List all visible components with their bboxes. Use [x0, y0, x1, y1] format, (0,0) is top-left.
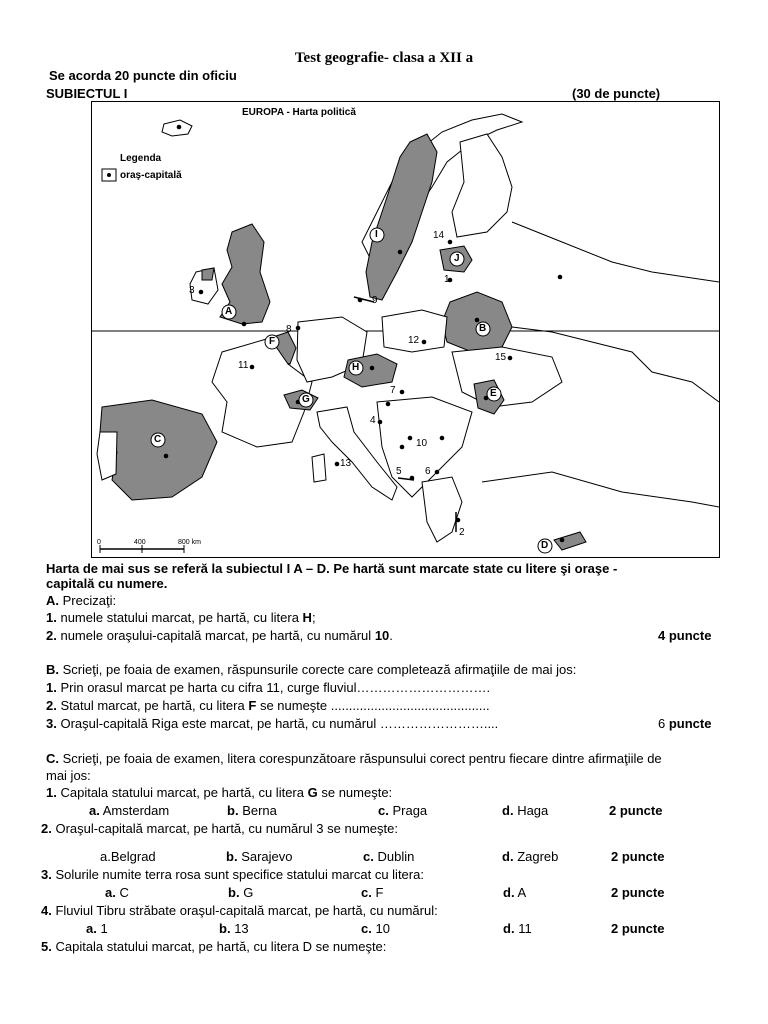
portugal-shape [97, 432, 117, 480]
section-b-q1: 1. Prin orasul marcat pe harta cu cifra 11, curge fluviul…………………………. [46, 680, 491, 695]
intro-paragraph [46, 561, 718, 591]
section-b-points: 6 puncte [658, 716, 712, 731]
c3-option-b: b. G [228, 885, 254, 900]
state-label-B: B [479, 323, 487, 334]
page-title: Test geografie- clasa a XII a [294, 50, 474, 66]
city-label-13: 13 [340, 458, 352, 469]
city-label-2: 2 [459, 527, 465, 538]
c3-points: 2 puncte [611, 885, 665, 900]
city-label-10: 10 [416, 438, 428, 449]
section-a-q2: 2. numele oraşului-capitală marcat, pe hartă, cu numărul 10. [46, 628, 393, 643]
city-label-5: 5 [396, 466, 402, 477]
section-c-prompt: C. Scrieţi, pe foaia de examen, litera corespunzătoare răspunsului corect pentru fiecare dintre afirmaţiile de mai jos: [46, 751, 662, 783]
scale-label-400: 400 [134, 539, 146, 546]
state-label-G: G [302, 394, 310, 405]
c1-points: 2 puncte [609, 803, 663, 818]
greece-shape [422, 477, 462, 542]
europe-political-map [91, 101, 720, 558]
city-label-8: 8 [286, 324, 292, 335]
c3-option-d: d. A [503, 885, 527, 900]
state-label-I: I [375, 229, 378, 240]
c1-option-c: c. Praga [378, 803, 428, 818]
finland-shape [452, 134, 512, 237]
city-label-15: 15 [495, 352, 507, 363]
state-label-F: F [269, 336, 276, 347]
city-label-1: 1 [444, 274, 450, 285]
city-label-11: 11 [238, 360, 249, 371]
legend-title: Legenda [120, 153, 162, 164]
subject-heading: SUBIECTUL I [46, 86, 128, 101]
state-label-D: D [541, 540, 549, 551]
c1-option-a: a. Amsterdam [89, 803, 170, 818]
c1-option-b: b. Berna [227, 803, 277, 818]
scale-label-800: 800 km [178, 539, 201, 546]
subject-points: (30 de puncte) [572, 86, 661, 101]
section-a-q1: 1. numele statului marcat, pe hartă, cu litera H; [46, 610, 316, 625]
map-drawing [92, 102, 719, 557]
section-c-q5: 5. Capitala statului marcat, pe hartă, cu litera D se numeşte: [41, 939, 387, 954]
c2-option-a: a.Belgrad [100, 849, 156, 864]
c4-points: 2 puncte [611, 921, 665, 936]
state-C-spain [100, 400, 217, 500]
c2-option-c: c. Dublin [363, 849, 415, 864]
state-label-A: A [225, 306, 233, 317]
section-c-q4: 4. Fluviul Tibru străbate oraşul-capitală marcat, pe hartă, cu numărul: [41, 903, 438, 918]
intro-line-2: capitală cu numere. [46, 576, 168, 591]
office-points-note: Se acorda 20 puncte din oficiu [49, 68, 237, 83]
c3-option-a: a. C [105, 885, 129, 900]
city-label-14: 14 [433, 230, 445, 241]
section-c-q3: 3. Solurile numite terra rosa sunt specifice statului marcat cu litera: [41, 867, 424, 882]
c2-points: 2 puncte [611, 849, 665, 864]
state-D-cyprus [554, 532, 586, 550]
section-b-prompt: B. Scrieţi, pe foaia de examen, răspunsurile corecte care completează afirmaţiile de mai jos: [46, 662, 577, 677]
c3-option-c: c. F [361, 885, 384, 900]
c4-option-a: a. 1 [86, 921, 108, 936]
section-b-q2: 2. Statul marcat, pe hartă, cu litera F se numeşte ............................................ [46, 698, 490, 713]
city-label-6: 6 [425, 466, 431, 477]
intro-line-1: Harta de mai sus se referă la subiectul I A – D. Pe hartă sunt marcate state cu litere şi oraşe - [46, 561, 618, 576]
section-c-q1: 1. Capitala statului marcat, pe hartă, cu litera G se numeşte: [46, 785, 393, 800]
c4-option-c: c. 10 [361, 921, 390, 936]
state-label-J: J [454, 253, 460, 264]
c4-option-d: d. 11 [503, 921, 532, 936]
state-label-E: E [490, 388, 497, 399]
c2-option-b: b. Sarajevo [226, 849, 293, 864]
section-a-prompt: A. Precizaţi: [46, 593, 117, 608]
city-label-4: 4 [370, 415, 376, 426]
city-label-7: 7 [390, 385, 396, 396]
c2-option-d: d. Zagreb [502, 849, 559, 864]
section-c-q2: 2. Oraşul-capitală marcat, pe hartă, cu numărul 3 se numeşte: [41, 821, 398, 836]
city-label-9: 9 [372, 295, 378, 306]
section-b-q3: 3. Oraşul-capitală Riga este marcat, pe hartă, cu numărul …………………….... [46, 716, 499, 731]
city-label-12: 12 [408, 335, 420, 346]
map-title: EUROPA - Harta politică [242, 107, 356, 118]
legend-item-label: oraş-capitală [120, 170, 182, 181]
scale-label-0: 0 [97, 539, 101, 546]
c1-option-d: d. Haga [502, 803, 549, 818]
section-a-points: 4 puncte [658, 628, 712, 643]
city-label-3: 3 [189, 285, 195, 296]
state-label-C: C [154, 434, 162, 445]
ukraine-shape [452, 347, 562, 407]
state-label-H: H [352, 362, 360, 373]
c4-option-b: b. 13 [219, 921, 249, 936]
